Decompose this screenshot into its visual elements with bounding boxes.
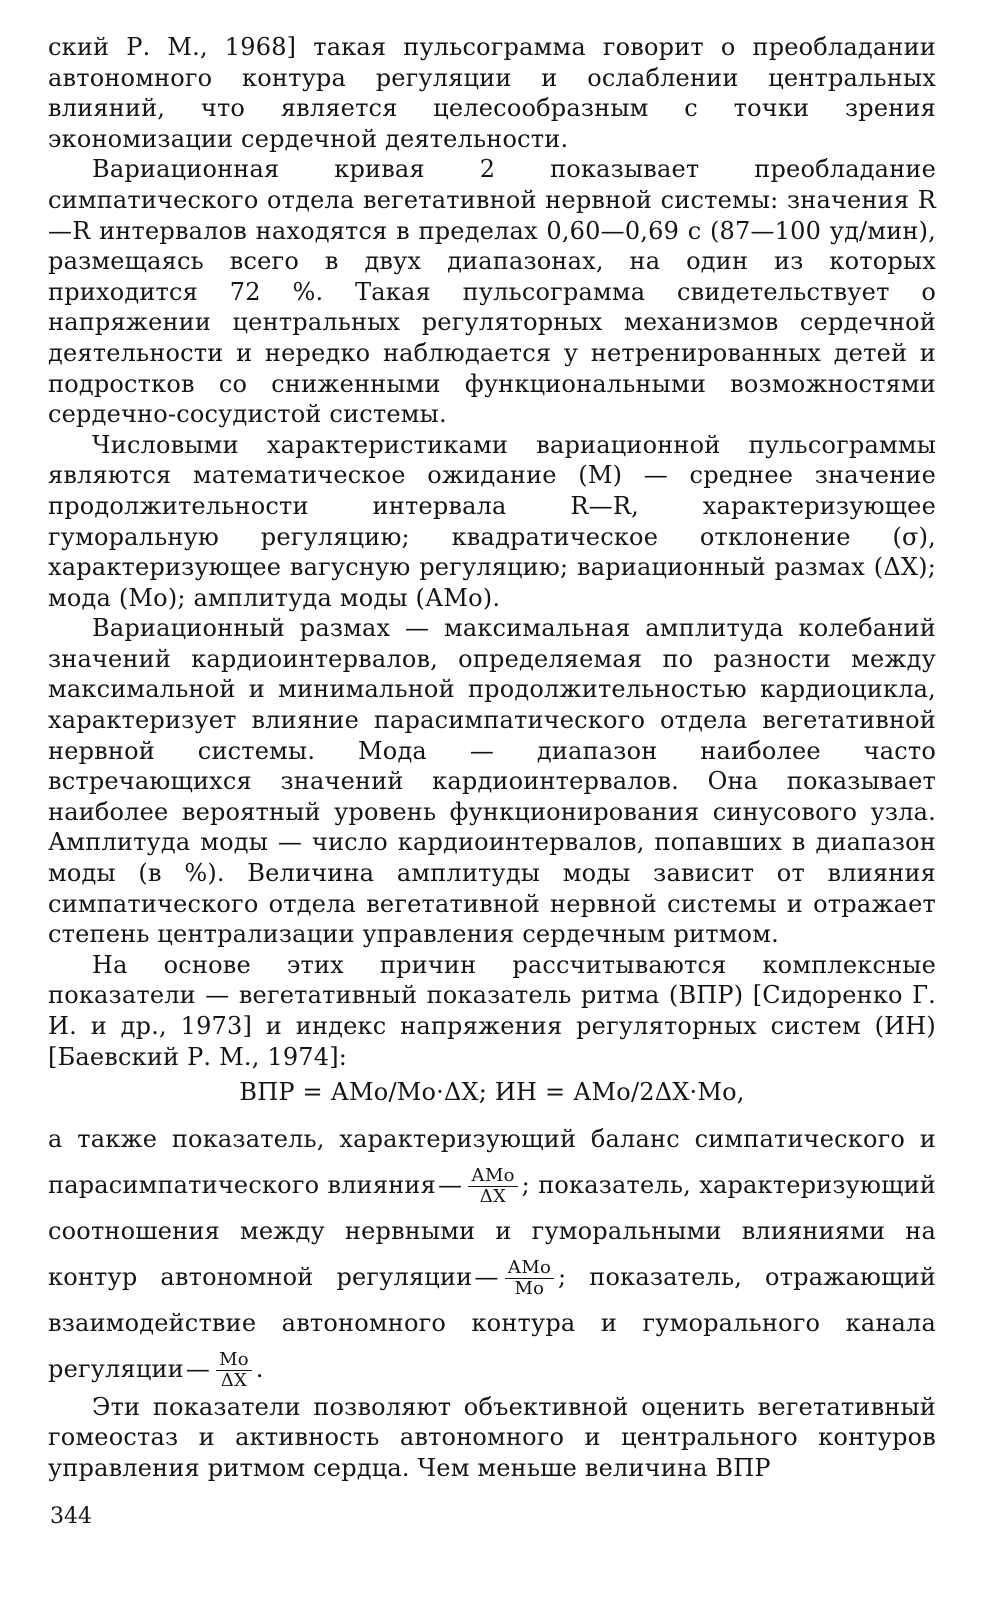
paragraph-6-text-3: ; показатель, отражающий взаимодействие автономного контура и гуморального канала регуляции: [48, 1262, 937, 1383]
paragraph-7: Эти показатели позволяют объективной оценить вегетативный гомеостаз и активность автономного и центрального контуров управления ритмом сердца. Чем меньше величина ВПР: [48, 1392, 936, 1482]
paragraph-6-text-1: а также показатель, характеризующий баланс симпатического и парасимпатического влияния: [48, 1124, 936, 1199]
fraction-mo-dx-denominator: ΔX: [220, 1369, 248, 1391]
fraction-amo-mo: [505, 1258, 555, 1299]
paragraph-1: ский Р. М., 1968] такая пульсограмма говорит о преобладании автономного контура регуляции и ослаблении центральных влияний, что является целесообразным с точки зрения экономизации сердечной деятельности.: [48, 33, 936, 153]
fraction-amo-dx-denominator: ΔX: [479, 1185, 506, 1207]
page-number: 344: [50, 1504, 92, 1529]
fraction-amo-dx-numerator: АМо: [468, 1166, 518, 1187]
paragraph-4: Вариационный размах — максимальная амплитуда колебаний значений кардиоинтервалов, определяемая по разности между максимальной и минимальной продолжительностью кардиоцикла, характеризует влияние парасимпатического отдела вегетативной нервной системы. Мода — диапазон наиболее часто встречающихся значений кардиоинтервалов. Она показывает наиболее вероятный уровень функционирования синусового узла. Амплитуда моды — число кардиоинтервалов, попавших в диапазон моды (в %). Величина амплитуды моды зависит от влияния симпатического отдела вегетативной нервной системы и отражает степень централизации управления сердечным ритмом.: [48, 614, 936, 949]
fraction-amo-dx: [468, 1166, 518, 1207]
fraction-mo-dx-numerator: Мо: [216, 1350, 252, 1371]
paragraph-2: Вариационная кривая 2 показывает преобладание симпатического отдела вегетативной нервной системы: значения R—R интервалов находятся в пределах 0,60—0,69 с (87—100 уд/мин), размещаясь всего в двух диапазонах, на один из которых приходится 72 %. Такая пульсограмма свидетельствует о напряжении центральных регуляторных механизмов сердечной деятельности и нередко наблюдается у нетренированных детей и подростков со сниженными функциональными возможностями сердечно-сосудистой системы.: [48, 155, 936, 429]
paragraph-6: а также показатель, характеризующий баланс симпатического и парасимпатического влияния— $\frac{\text{АМо}}{\Delta X}$ ; показатель, характеризующий соотношения между нервными и гуморальными влияниями на контур автономной регуляции— $\frac{\text{АМо}}{Мо}$ ; показатель, отражающий взаимодействие автономного контура и гуморального канала регуляции— $\frac{Мо}{\Delta X}$ .: [48, 1124, 937, 1391]
fraction-mo-dx: [216, 1350, 252, 1391]
paragraph-3: Числовыми характеристиками вариационной пульсограммы являются математическое ожидание (М) — среднее значение продолжительности интервала R—R, характеризующее гуморальную регуляцию; квадратическое отклонение (σ), характеризующее вагусную регуляцию; вариационный размах (ΔX); мода (Мо); амплитуда моды (АМо).: [48, 430, 936, 612]
paragraph-6-text-2: ; показатель, характеризующий соотношения между нервными и гуморальными влияниями на контур автономной регуляции: [48, 1170, 936, 1291]
fraction-amo-mo-denominator: Мо: [514, 1277, 545, 1299]
fraction-amo-mo-numerator: АМо: [505, 1258, 555, 1279]
paragraph-6-text-4: .: [255, 1354, 264, 1383]
formula-vpr-in: ВПР = АМо/Мо·ΔX; ИН = АМо/2ΔX·Мо,: [239, 1078, 745, 1107]
paragraph-5: На основе этих причин рассчитываются комплексные показатели — вегетативный показатель ритма (ВПР) [Сидоренко Г. И. и др., 1973] и индекс напряжения регуляторных систем (ИН) [Баевский Р. М., 1974]:: [48, 950, 936, 1071]
page-body: [48, 32, 936, 1484]
